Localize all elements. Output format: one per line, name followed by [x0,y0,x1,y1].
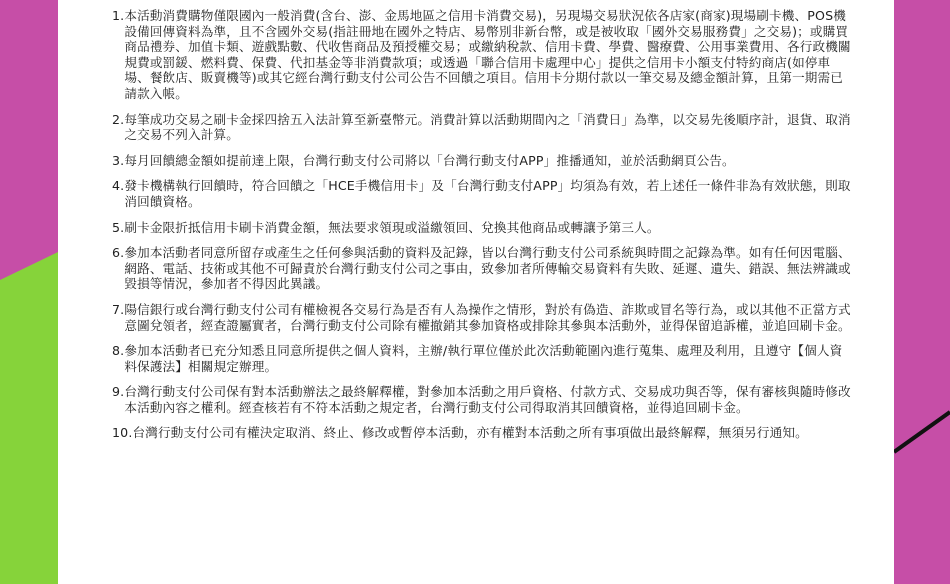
term-item-1 [112,8,854,102]
term-number: 9. [112,384,125,400]
term-item-2 [112,112,854,143]
term-item-5 [112,220,854,236]
term-number: 8. [112,343,125,359]
term-number: 4. [112,178,125,194]
term-text: 發卡機構執行回饋時，符合回饋之「HCE手機信用卡」及「台灣行動支付APP」均須為有效，若上述任一條件非為有效狀態，則取消回饋資格。 [124,178,851,209]
term-text: 參加本活動者已充分知悉且同意所提供之個人資料，主辦/執行單位僅於此次活動範圍內進行蒐集、處理及利用，且遵守【個人資料保護法】相關規定辦理。 [124,343,843,374]
term-text: 參加本活動者同意所留存或產生之任何參與活動的資料及記錄，皆以台灣行動支付公司系統與時間之記錄為準。如有任何因電腦、網路、電話、技術或其他不可歸責於台灣行動支付公司之事由，致參加者所傳輸交易資料有失敗、延遲、遺失、錯誤、無法辨識或毀損等情況，參加者不得因此異議。 [124,245,851,292]
term-item-8 [112,343,854,374]
term-text: 台灣行動支付公司保有對本活動辦法之最終解釋權，對參加本活動之用戶資格、付款方式、交易成功與否等，保有審核與隨時修改本活動內容之權利。經查核若有不符本活動之規定者，台灣行動支付公司得取消其回饋資格，並得追回刷卡金。 [124,384,851,415]
term-number: 3. [112,152,125,168]
term-item-4 [112,178,854,209]
term-text: 每筆成功交易之刷卡金採四捨五入法計算至新臺幣元。消費計算以活動期間內之「消費日」為準，以交易先後順序計，退貨、取消之交易不列入計算。 [124,111,851,143]
term-number: 1. [112,8,125,23]
term-text: 刷卡金限折抵信用卡刷卡消費金額，無法要求領現或溢繳領回、兌換其他商品或轉讓予第三人。 [124,219,660,235]
term-text: 陽信銀行或台灣行動支付公司有權檢視各交易行為是否有人為操作之情形，對於有偽造、詐欺或冒名等行為，或以其他不正當方式意圖兌領者，經查證屬實者，台灣行動支付公司除有權撤銷其參加資格或排除其參與本活動外，並得保留追訴權，並追回刷卡金。 [124,301,851,333]
term-number: 6. [112,245,125,261]
term-item-10 [112,425,854,441]
term-number: 2. [112,111,125,127]
term-item-9 [112,384,854,415]
term-text: 每月回饋總金額如提前達上限，台灣行動支付公司將以「台灣行動支付APP」推播通知，並於活動網頁公告。 [124,152,735,168]
term-text: 台灣行動支付公司有權決定取消、終止、修改或暫停本活動，亦有權對本活動之所有事項做出最終解釋，無須另行通知。 [132,425,808,441]
term-item-3 [112,153,854,169]
term-number: 10. [112,425,133,441]
term-number: 5. [112,219,125,235]
term-item-6 [112,245,854,292]
term-text: 本活動消費購物僅限國內一般消費(含台、澎、金馬地區之信用卡消費交易)，另現場交易狀況依各店家(商家)現場刷卡機、POS機設備回傳資料為準，且不含國外交易(指註冊地在國外之特店、易幣別非新台幣，或是被收取「國外交易服務費」之交易)；或購買商品禮券、加值卡類、遊戲點數、代收售商品及預授權交易；或繳納稅款、信用卡費、學費、醫療費、公用事業費用、各行政機關規費或罰鍰、燃料費、保費、代扣基金等非消費款項；或透過「聯合信用卡處理中心」提供之信用卡小額支付特約商店(如停車場、餐飲店、販賣機等)或其它經台灣行動支付公司公告不回饋之項目。信用卡分期付款以一筆交易及總金額計算，且第一期需已請款入帳。 [124,8,851,101]
term-item-7 [112,302,854,333]
right-decorative-line [894,0,950,584]
term-number: 7. [112,301,125,317]
terms-list [112,8,854,451]
